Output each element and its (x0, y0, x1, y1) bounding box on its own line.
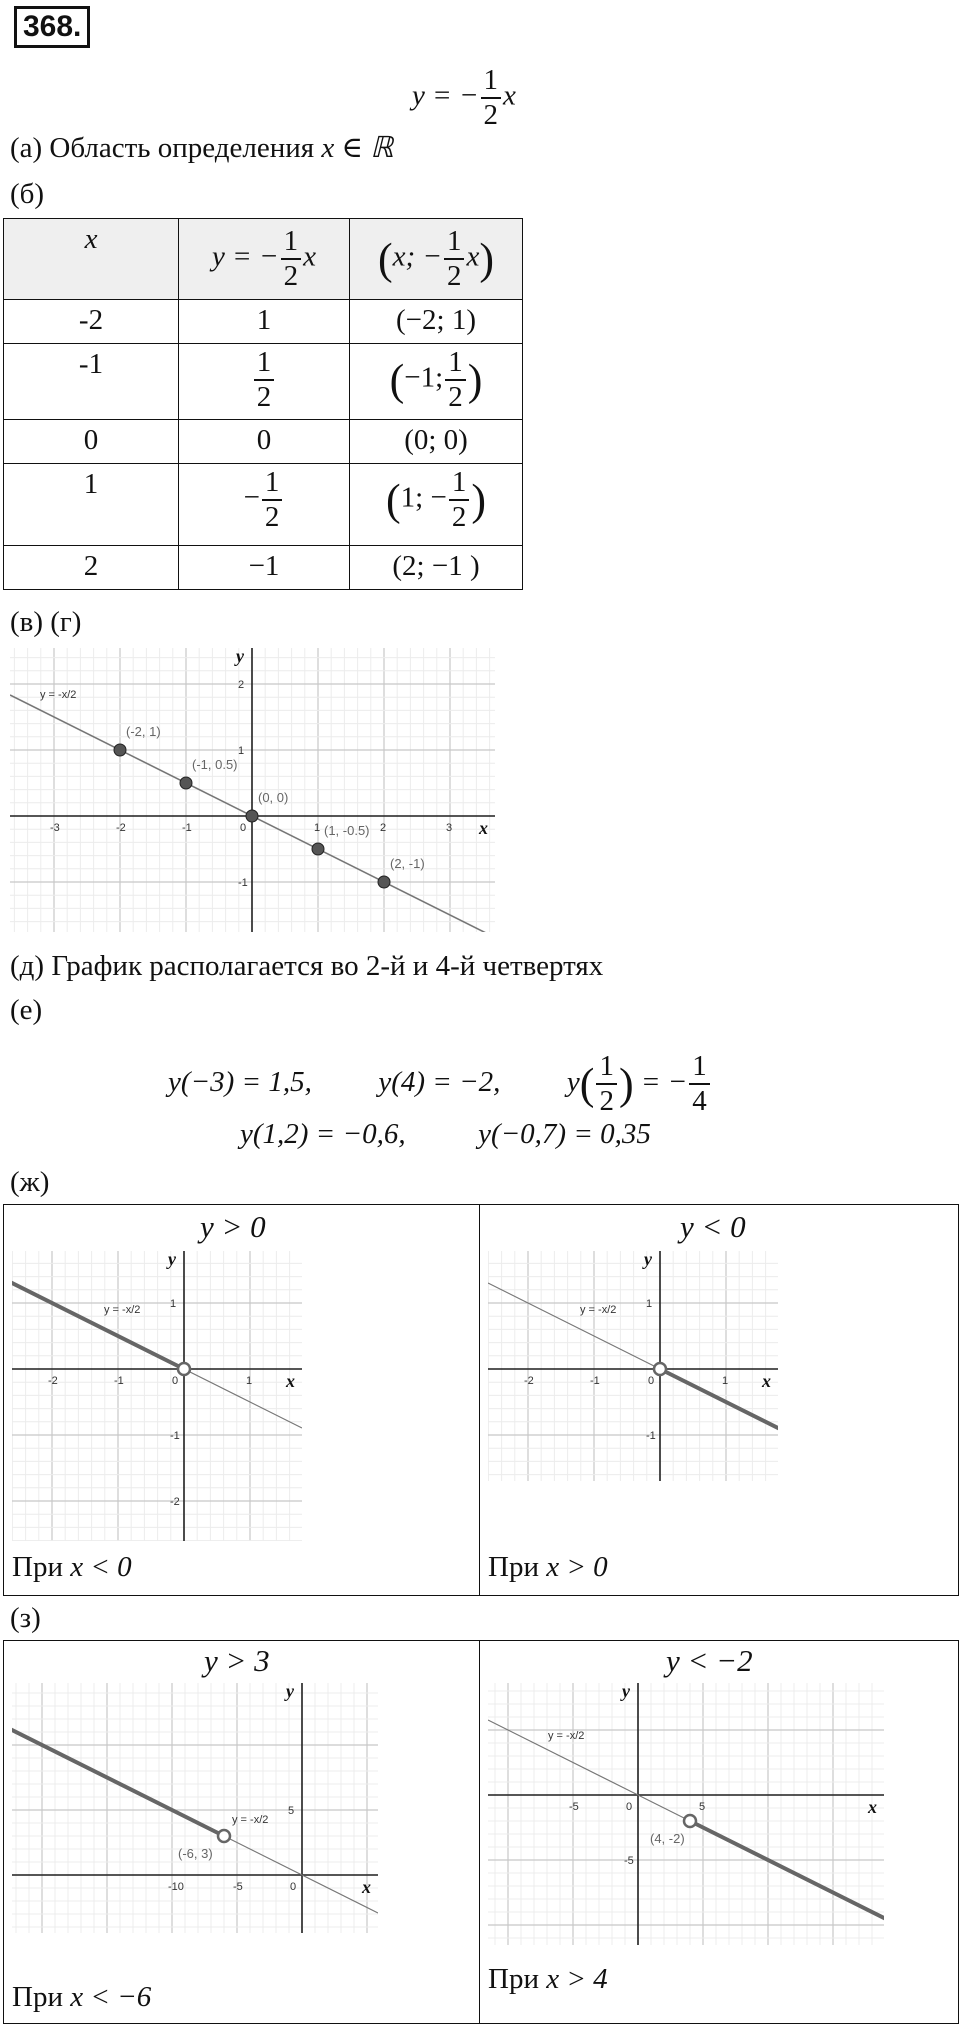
panel-caption: При x < −6 (12, 1981, 152, 2013)
table-row: 2 −1 (2; −1 ) (4, 546, 523, 590)
value-1: y(−3) = 1,5, (168, 1066, 312, 1098)
open-point (654, 1363, 666, 1375)
values-table (3, 218, 523, 590)
main-formula (412, 66, 516, 130)
values-line-1: y(−3) = 1,5, y(4) = −2, y( $\frac{1}{2}$ ) = − $\frac{1}{4}$ (168, 1052, 712, 1116)
x-tick-label: 0 (290, 1881, 297, 1893)
part-z-label: (з) (10, 1602, 41, 1634)
panel-zh-right (479, 1204, 959, 1596)
problem-number: 368. (14, 6, 90, 48)
y-tick-label: -2 (170, 1496, 180, 1508)
formula-lhs: y = − (412, 79, 479, 112)
graph-main (10, 648, 495, 932)
point-label: (-1, 0.5) (192, 757, 238, 772)
x-tick-label: -3 (50, 822, 60, 834)
x-tick-label: 3 (446, 822, 453, 834)
th-pair: (x; − $\frac{1}{2}$ x) (350, 219, 523, 300)
data-point (312, 843, 324, 855)
line-label: y = -x/2 (40, 689, 77, 701)
panel-z-right (479, 1640, 959, 2024)
x-tick-label: 0 (172, 1375, 179, 1387)
x-tick-label: 0 (626, 1801, 633, 1813)
panel-z-left (3, 1640, 481, 2024)
data-point (114, 744, 126, 756)
x-tick-label: 5 (699, 1801, 706, 1813)
y-axis-label: y (286, 1683, 294, 1701)
y-tick-label: 2 (238, 679, 245, 691)
table-row: -1 $\frac{1}{2}$ (−1; $\frac{1}{2}$ ) (4, 344, 523, 420)
x-tick-label: -5 (569, 1801, 579, 1813)
point-label: (-2, 1) (126, 724, 161, 739)
x-tick-label: -2 (524, 1375, 534, 1387)
highlighted-segment (660, 1369, 778, 1435)
part-a (10, 130, 393, 166)
point-label: (1, -0.5) (324, 823, 370, 838)
x-tick-label: -1 (590, 1375, 600, 1387)
x-tick-label: -2 (116, 822, 126, 834)
formula-den: 2 (483, 99, 499, 131)
point-label: (2, -1) (390, 856, 425, 871)
x-tick-label: 1 (314, 822, 321, 834)
panel-caption: При x > 0 (488, 1551, 608, 1583)
line-label: y = -x/2 (580, 1304, 617, 1316)
x-tick-label: -5 (233, 1881, 243, 1893)
point-label: (4, -2) (650, 1831, 685, 1846)
part-vg-label: (в) (г) (10, 606, 82, 638)
table-row: -2 1 (−2; 1) (4, 300, 523, 344)
y-tick-label: -5 (624, 1855, 634, 1867)
y-axis-label: y (622, 1683, 630, 1701)
x-tick-label: -1 (114, 1375, 124, 1387)
x-tick-label: 1 (722, 1375, 729, 1387)
x-tick-label: 0 (240, 822, 247, 834)
table-row: 1 − $\frac{1}{2}$ (1; − $\frac{1}{2}$ ) (4, 464, 523, 546)
panel-caption: При x > 4 (488, 1963, 608, 1995)
highlighted-segment (12, 1270, 184, 1369)
panel-title: y > 3 (204, 1643, 270, 1678)
data-point (180, 777, 192, 789)
y-axis-label: y (168, 1251, 176, 1269)
values-line-2 (240, 1116, 651, 1152)
part-b-label: (б) (10, 178, 45, 210)
panel-title: y > 0 (200, 1209, 266, 1244)
y-tick-label: -1 (646, 1430, 656, 1442)
y-axis-label: y (236, 648, 244, 666)
line-label: y = -x/2 (548, 1730, 585, 1742)
part-d: (д) График располагается во 2-й и 4-й четвертях (10, 950, 604, 982)
x-tick-label: 2 (380, 822, 387, 834)
open-point (684, 1815, 696, 1827)
y-tick-label: 1 (170, 1298, 177, 1310)
point-label: (0, 0) (258, 790, 289, 805)
point-label: (-6, 3) (178, 1846, 213, 1861)
value-3-eq: = − (640, 1066, 688, 1098)
x-tick-label: -10 (168, 1881, 184, 1893)
x-axis-label: x (479, 818, 488, 838)
x-tick-label: -2 (48, 1375, 58, 1387)
open-point (178, 1363, 190, 1375)
th-x: x (4, 219, 179, 300)
part-zh-label: (ж) (10, 1166, 50, 1198)
table-row: 0 0 (0; 0) (4, 420, 523, 464)
y-tick-label: 1 (646, 1298, 653, 1310)
part-a-math: x ∈ ℝ (321, 132, 394, 164)
y-axis-label: y (644, 1251, 652, 1269)
value-4: y(1,2) = −0,6, (240, 1118, 406, 1150)
y-tick-label: -1 (170, 1430, 180, 1442)
part-a-prefix: (а) Область определения (10, 132, 322, 164)
graph-zh-left (12, 1251, 302, 1541)
panel-title: y < −2 (666, 1643, 753, 1678)
y-tick-label: -1 (238, 877, 248, 889)
part-e-label: (е) (10, 994, 43, 1026)
x-tick-label: 0 (648, 1375, 655, 1387)
y-tick-label: 1 (238, 745, 245, 757)
highlighted-segment (690, 1821, 884, 1945)
x-tick-label: -1 (182, 822, 192, 834)
graph-z-right (488, 1683, 884, 1945)
value-3-fn: y (566, 1066, 580, 1098)
panel-title: y < 0 (680, 1209, 746, 1244)
x-axis-label: x (362, 1877, 371, 1897)
graph-zh-right (488, 1251, 778, 1481)
data-point (246, 810, 258, 822)
graph-z-left (12, 1683, 378, 1933)
x-tick-label: 1 (246, 1375, 253, 1387)
x-axis-label: x (762, 1371, 771, 1391)
panel-caption: При x < 0 (12, 1551, 132, 1583)
line-label: y = -x/2 (232, 1814, 269, 1826)
x-axis-label: x (868, 1797, 877, 1817)
x-axis-label: x (286, 1371, 295, 1391)
line-label: y = -x/2 (104, 1304, 141, 1316)
y-tick-label: 5 (288, 1805, 295, 1817)
formula-var: x (503, 79, 516, 112)
open-point (218, 1830, 230, 1842)
panel-zh-left (3, 1204, 481, 1596)
data-point (378, 876, 390, 888)
th-y: y = − $\frac{1}{2}$ x (179, 219, 350, 300)
formula-num: 1 (481, 66, 502, 99)
value-5: y(−0,7) = 0,35 (478, 1118, 651, 1150)
value-2: y(4) = −2, (378, 1066, 501, 1098)
